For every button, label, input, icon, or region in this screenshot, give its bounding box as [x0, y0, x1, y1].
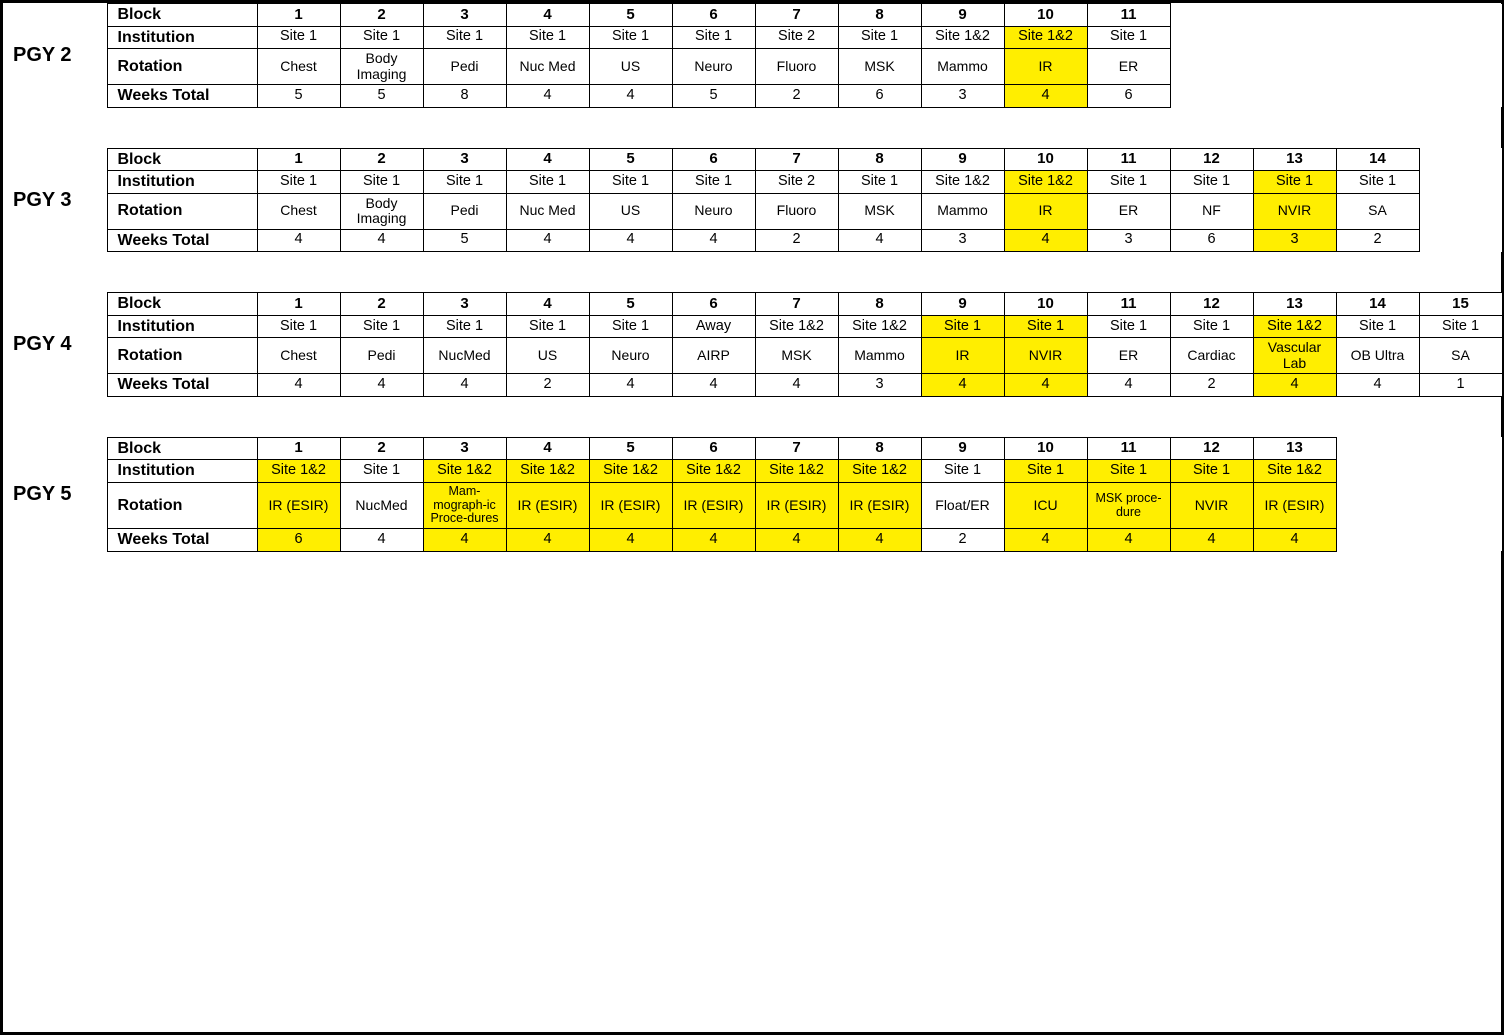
schedule-cell: Site 1	[1170, 171, 1253, 194]
empty-cell	[1419, 529, 1502, 552]
schedule-cell: 1	[257, 148, 340, 171]
schedule-cell: 6	[672, 437, 755, 460]
schedule-cell: Site 1	[340, 26, 423, 49]
empty-cell	[1336, 84, 1419, 107]
schedule-cell: IR (ESIR)	[257, 482, 340, 528]
empty-cell	[1419, 229, 1502, 252]
schedule-cell: ICU	[1004, 482, 1087, 528]
empty-cell	[1170, 4, 1253, 27]
schedule-cell: 2	[340, 437, 423, 460]
schedule-cell: Nuc Med	[506, 193, 589, 229]
schedule-cell: 6	[257, 529, 340, 552]
schedule-cell: 4	[589, 374, 672, 397]
schedule-cell: 5	[589, 148, 672, 171]
empty-cell	[1336, 482, 1419, 528]
schedule-cell: Site 2	[755, 171, 838, 194]
schedule-cell: IR (ESIR)	[672, 482, 755, 528]
schedule-cell: MSK	[755, 338, 838, 374]
empty-cell	[1419, 482, 1502, 528]
schedule-cell: Site 1	[1004, 460, 1087, 483]
schedule-cell: Fluoro	[755, 193, 838, 229]
schedule-cell: Site 1	[1170, 315, 1253, 338]
year-block	[3, 292, 1501, 397]
schedule-cell: Nuc Med	[506, 49, 589, 85]
table-row	[3, 374, 1502, 397]
schedule-cell: Site 1	[506, 171, 589, 194]
schedule-cell: 4	[589, 84, 672, 107]
schedule-cell: MSK	[838, 193, 921, 229]
schedule-cell: Pedi	[340, 338, 423, 374]
schedule-cell: Site 1	[1004, 315, 1087, 338]
table-row	[3, 49, 1502, 85]
schedule-cell: 4	[921, 374, 1004, 397]
schedule-cell: 8	[838, 148, 921, 171]
schedule-cell: 13	[1253, 437, 1336, 460]
schedule-cell: 4	[1087, 374, 1170, 397]
schedule-cell: US	[506, 338, 589, 374]
schedule-cell: 4	[1253, 529, 1336, 552]
table-row	[3, 437, 1502, 460]
schedule-cell: AIRP	[672, 338, 755, 374]
row-label: Weeks Total	[107, 529, 257, 552]
row-label: Institution	[107, 460, 257, 483]
schedule-cell: Pedi	[423, 49, 506, 85]
schedule-cell: 4	[506, 293, 589, 316]
schedule-cell: 4	[257, 229, 340, 252]
table-row	[3, 460, 1502, 483]
schedule-cell: Site 1	[672, 26, 755, 49]
empty-cell	[1419, 84, 1502, 107]
schedule-cell: Mammo	[838, 338, 921, 374]
years-container	[3, 3, 1501, 552]
schedule-cell: 8	[838, 437, 921, 460]
schedule-cell: 2	[340, 4, 423, 27]
schedule-cell: Site 1	[1087, 26, 1170, 49]
schedule-cell: Mam-​mograph-​ic Proce-​dures	[423, 482, 506, 528]
schedule-cell: 10	[1004, 148, 1087, 171]
row-label: Block	[107, 293, 257, 316]
schedule-cell: Site 1&2	[1004, 171, 1087, 194]
pgy-year-label: PGY 3	[3, 148, 107, 252]
schedule-cell: 14	[1336, 293, 1419, 316]
schedule-cell: NF	[1170, 193, 1253, 229]
schedule-cell: 4	[838, 529, 921, 552]
schedule-cell: 4	[755, 374, 838, 397]
schedule-cell: OB Ultra	[1336, 338, 1419, 374]
schedule-cell: 1	[1419, 374, 1502, 397]
schedule-cell: 7	[755, 148, 838, 171]
schedule-cell: 6	[672, 4, 755, 27]
schedule-cell: Mammo	[921, 49, 1004, 85]
row-label: Block	[107, 4, 257, 27]
schedule-cell: 6	[672, 148, 755, 171]
row-label: Institution	[107, 26, 257, 49]
table-row	[3, 193, 1502, 229]
schedule-cell: 2	[506, 374, 589, 397]
schedule-cell: Site 1	[1336, 171, 1419, 194]
schedule-cell: Site 1	[423, 315, 506, 338]
schedule-cell: 4	[423, 374, 506, 397]
table-row	[3, 148, 1502, 171]
empty-cell	[1336, 529, 1419, 552]
schedule-cell: 8	[838, 293, 921, 316]
schedule-cell: 6	[1170, 229, 1253, 252]
schedule-cell: Chest	[257, 193, 340, 229]
schedule-cell: Vascular Lab	[1253, 338, 1336, 374]
schedule-cell: Neuro	[672, 193, 755, 229]
schedule-cell: Site 1	[1087, 460, 1170, 483]
schedule-cell: MSK proce-​dure	[1087, 482, 1170, 528]
table-row	[3, 171, 1502, 194]
schedule-cell: 4	[1004, 84, 1087, 107]
schedule-cell: 4	[340, 529, 423, 552]
schedule-cell: 12	[1170, 437, 1253, 460]
schedule-cell: Site 1	[838, 26, 921, 49]
schedule-cell: 5	[589, 293, 672, 316]
schedule-cell: 12	[1170, 293, 1253, 316]
schedule-cell: Mammo	[921, 193, 1004, 229]
schedule-cell: 4	[755, 529, 838, 552]
schedule-cell: 4	[340, 374, 423, 397]
schedule-cell: Site 1	[257, 26, 340, 49]
schedule-cell: Body Imaging	[340, 49, 423, 85]
schedule-cell: ER	[1087, 49, 1170, 85]
schedule-cell: 5	[589, 437, 672, 460]
schedule-cell: 4	[1004, 529, 1087, 552]
schedule-cell: 4	[340, 229, 423, 252]
empty-cell	[1419, 460, 1502, 483]
table-row	[3, 482, 1502, 528]
schedule-cell: NVIR	[1170, 482, 1253, 528]
row-label: Rotation	[107, 338, 257, 374]
schedule-cell: 10	[1004, 4, 1087, 27]
table-row	[3, 293, 1502, 316]
schedule-cell: Site 1	[340, 171, 423, 194]
schedule-cell: 2	[340, 293, 423, 316]
schedule-cell: 2	[755, 229, 838, 252]
schedule-cell: 12	[1170, 148, 1253, 171]
schedule-cell: 4	[672, 529, 755, 552]
schedule-cell: Site 1	[589, 26, 672, 49]
schedule-cell: 2	[1336, 229, 1419, 252]
schedule-cell: 4	[1253, 374, 1336, 397]
empty-cell	[1253, 26, 1336, 49]
row-label: Institution	[107, 315, 257, 338]
empty-cell	[1170, 49, 1253, 85]
schedule-cell: 5	[340, 84, 423, 107]
schedule-cell: Site 1&2	[506, 460, 589, 483]
row-label: Rotation	[107, 49, 257, 85]
schedule-cell: Site 1	[257, 315, 340, 338]
schedule-cell: 4	[506, 529, 589, 552]
schedule-cell: Site 1&2	[1253, 315, 1336, 338]
empty-cell	[1170, 84, 1253, 107]
empty-cell	[1419, 49, 1502, 85]
schedule-cell: 1	[257, 4, 340, 27]
schedule-cell: Site 1&2	[921, 26, 1004, 49]
schedule-cell: 3	[423, 293, 506, 316]
schedule-cell: Site 1&2	[423, 460, 506, 483]
schedule-cell: 4	[589, 229, 672, 252]
schedule-cell: Site 1	[1336, 315, 1419, 338]
schedule-cell: Site 2	[755, 26, 838, 49]
schedule-cell: 10	[1004, 293, 1087, 316]
schedule-cell: Site 1	[838, 171, 921, 194]
schedule-cell: 8	[423, 84, 506, 107]
pgy-year-label: PGY 4	[3, 293, 107, 397]
schedule-cell: 2	[921, 529, 1004, 552]
schedule-cell: Pedi	[423, 193, 506, 229]
schedule-cell: 4	[257, 374, 340, 397]
schedule-cell: 3	[921, 84, 1004, 107]
schedule-cell: 3	[838, 374, 921, 397]
schedule-cell: 6	[838, 84, 921, 107]
schedule-cell: 3	[1253, 229, 1336, 252]
schedule-cell: 11	[1087, 4, 1170, 27]
pgy-year-label: PGY 5	[3, 437, 107, 551]
schedule-cell: Away	[672, 315, 755, 338]
schedule-cell: Chest	[257, 49, 340, 85]
schedule-cell: SA	[1419, 338, 1502, 374]
schedule-cell: US	[589, 193, 672, 229]
schedule-cell: 5	[589, 4, 672, 27]
schedule-cell: 7	[755, 437, 838, 460]
schedule-cell: 7	[755, 4, 838, 27]
empty-cell	[1253, 4, 1336, 27]
schedule-cell: Site 1	[1419, 315, 1502, 338]
schedule-cell: IR (ESIR)	[506, 482, 589, 528]
schedule-cell: Site 1	[340, 460, 423, 483]
empty-cell	[1419, 26, 1502, 49]
row-label: Weeks Total	[107, 229, 257, 252]
schedule-cell: 4	[838, 229, 921, 252]
schedule-cell: 2	[755, 84, 838, 107]
empty-cell	[1253, 84, 1336, 107]
empty-cell	[1419, 4, 1502, 27]
schedule-cell: 5	[423, 229, 506, 252]
schedule-cell: 4	[589, 529, 672, 552]
schedule-cell: 9	[921, 148, 1004, 171]
schedule-cell: Chest	[257, 338, 340, 374]
schedule-cell: 5	[672, 84, 755, 107]
table-row	[3, 529, 1502, 552]
empty-cell	[1336, 460, 1419, 483]
schedule-cell: Site 1&2	[838, 315, 921, 338]
schedule-cell: 4	[672, 374, 755, 397]
year-block	[3, 3, 1501, 108]
schedule-cell: MSK	[838, 49, 921, 85]
schedule-cell: Site 1&2	[1253, 460, 1336, 483]
schedule-cell: 4	[506, 84, 589, 107]
schedule-cell: 3	[1087, 229, 1170, 252]
schedule-cell: Body Imaging	[340, 193, 423, 229]
schedule-cell: Neuro	[672, 49, 755, 85]
schedule-cell: 3	[423, 4, 506, 27]
row-label: Weeks Total	[107, 84, 257, 107]
schedule-cell: 2	[340, 148, 423, 171]
schedule-cell: Site 1&2	[257, 460, 340, 483]
row-label: Weeks Total	[107, 374, 257, 397]
schedule-cell: Site 1	[589, 315, 672, 338]
schedule-cell: 8	[838, 4, 921, 27]
schedule-cell: Site 1&2	[755, 460, 838, 483]
schedule-cell: Site 1	[1087, 315, 1170, 338]
schedule-cell: ER	[1087, 338, 1170, 374]
schedule-cell: 4	[506, 437, 589, 460]
schedule-cell: Site 1	[1170, 460, 1253, 483]
row-label: Rotation	[107, 482, 257, 528]
section-divider-row	[3, 397, 7, 437]
empty-cell	[1419, 193, 1502, 229]
schedule-cell: 13	[1253, 148, 1336, 171]
schedule-cell: Neuro	[589, 338, 672, 374]
schedule-cell: Site 1&2	[921, 171, 1004, 194]
empty-cell	[1336, 4, 1419, 27]
section-divider-row	[3, 252, 7, 292]
schedule-cell: ER	[1087, 193, 1170, 229]
schedule-cell: 3	[921, 229, 1004, 252]
table-row	[3, 84, 1502, 107]
schedule-cell: 14	[1336, 148, 1419, 171]
schedule-cell: Site 1	[921, 460, 1004, 483]
schedule-cell: Site 1	[257, 171, 340, 194]
schedule-cell: IR (ESIR)	[755, 482, 838, 528]
schedule-cell: Site 1&2	[672, 460, 755, 483]
section-divider-row	[3, 108, 7, 148]
schedule-cell: Site 1	[1087, 171, 1170, 194]
schedule-cell: IR (ESIR)	[838, 482, 921, 528]
schedule-cell: IR	[921, 338, 1004, 374]
schedule-cell: Site 1&2	[755, 315, 838, 338]
schedule-cell: US	[589, 49, 672, 85]
schedule-cell: NVIR	[1253, 193, 1336, 229]
schedule-cell: NVIR	[1004, 338, 1087, 374]
table-row	[3, 26, 1502, 49]
row-label: Block	[107, 148, 257, 171]
schedule-cell: 5	[257, 84, 340, 107]
schedule-cell: 15	[1419, 293, 1502, 316]
empty-cell	[1336, 437, 1419, 460]
schedule-cell: 1	[257, 437, 340, 460]
table-row	[3, 315, 1502, 338]
schedule-cell: 4	[1004, 374, 1087, 397]
schedule-cell: 4	[506, 229, 589, 252]
schedule-cell: 11	[1087, 148, 1170, 171]
schedule-cell: Site 1	[340, 315, 423, 338]
pgy-year-label: PGY 2	[3, 4, 107, 108]
schedule-cell: 1	[257, 293, 340, 316]
schedule-cell: Site 1	[1253, 171, 1336, 194]
schedule-cell: 13	[1253, 293, 1336, 316]
schedule-cell: Site 1	[506, 315, 589, 338]
schedule-cell: Site 1&2	[838, 460, 921, 483]
schedule-cell: Fluoro	[755, 49, 838, 85]
empty-cell	[1253, 49, 1336, 85]
schedule-cell: 4	[506, 4, 589, 27]
schedule-cell: Site 1	[423, 171, 506, 194]
schedule-cell: 11	[1087, 437, 1170, 460]
schedule-cell: IR	[1004, 49, 1087, 85]
empty-cell	[1336, 26, 1419, 49]
schedule-cell: 4	[1004, 229, 1087, 252]
schedule-cell: 9	[921, 293, 1004, 316]
schedule-cell: 4	[506, 148, 589, 171]
table-row	[3, 4, 1502, 27]
schedule-cell: 2	[1170, 374, 1253, 397]
schedule-cell: Float/ER	[921, 482, 1004, 528]
schedule-cell: Site 1	[672, 171, 755, 194]
schedule-cell: 9	[921, 437, 1004, 460]
schedule-cell: 11	[1087, 293, 1170, 316]
schedule-cell: Site 1	[423, 26, 506, 49]
schedule-cell: SA	[1336, 193, 1419, 229]
schedule-cell: NucMed	[340, 482, 423, 528]
empty-cell	[1336, 49, 1419, 85]
schedule-cell: 3	[423, 148, 506, 171]
empty-cell	[1419, 148, 1502, 171]
schedule-cell: IR (ESIR)	[1253, 482, 1336, 528]
schedule-cell: 6	[1087, 84, 1170, 107]
schedule-cell: Cardiac	[1170, 338, 1253, 374]
schedule-cell: 4	[1336, 374, 1419, 397]
year-block	[3, 437, 1501, 552]
schedule-cell: IR (ESIR)	[589, 482, 672, 528]
schedule-cell: 4	[1170, 529, 1253, 552]
table-row	[3, 338, 1502, 374]
row-label: Rotation	[107, 193, 257, 229]
table-row	[3, 229, 1502, 252]
schedule-cell: 4	[672, 229, 755, 252]
schedule-cell: Site 1&2	[1004, 26, 1087, 49]
schedule-cell: NucMed	[423, 338, 506, 374]
schedule-cell: Site 1	[921, 315, 1004, 338]
schedule-cell: IR	[1004, 193, 1087, 229]
year-block	[3, 148, 1501, 253]
schedule-cell: 3	[423, 437, 506, 460]
schedule-cell: 6	[672, 293, 755, 316]
schedule-cell: Site 1&2	[589, 460, 672, 483]
schedule-cell: 9	[921, 4, 1004, 27]
schedule-cell: Site 1	[506, 26, 589, 49]
empty-cell	[1419, 437, 1502, 460]
schedule-cell: 10	[1004, 437, 1087, 460]
row-label: Institution	[107, 171, 257, 194]
empty-cell	[1419, 171, 1502, 194]
schedule-cell: 7	[755, 293, 838, 316]
schedule-cell: Site 1	[589, 171, 672, 194]
empty-cell	[1170, 26, 1253, 49]
schedule-cell: 4	[1087, 529, 1170, 552]
schedule-cell: 4	[423, 529, 506, 552]
row-label: Block	[107, 437, 257, 460]
